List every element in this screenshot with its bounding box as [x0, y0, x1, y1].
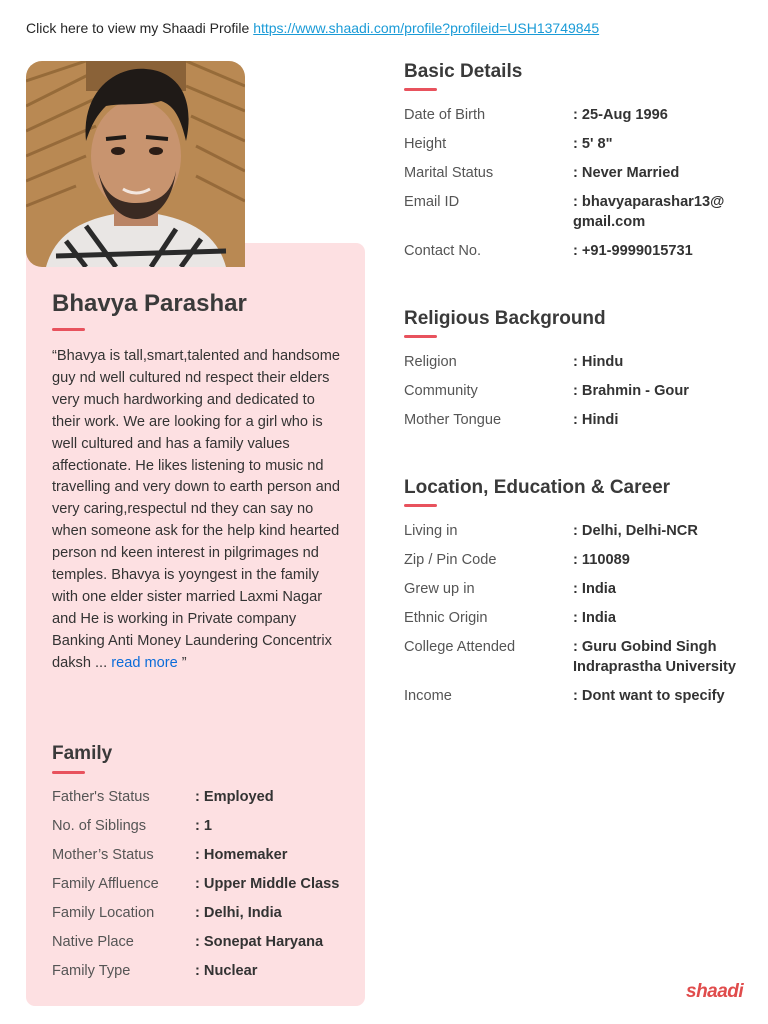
detail-value: : India — [573, 610, 616, 626]
detail-label: Marital Status — [404, 165, 494, 181]
religious-underline — [404, 335, 437, 338]
read-more-link[interactable]: read more — [111, 654, 178, 671]
detail-label: Ethnic Origin — [404, 610, 488, 626]
profile-link-line — [26, 20, 599, 36]
logo-text: shaadi — [686, 981, 744, 1002]
detail-label: Religion — [404, 354, 457, 370]
detail-label: Grew up in — [404, 581, 475, 597]
location-underline — [404, 504, 437, 507]
detail-label: Community — [404, 383, 478, 399]
detail-value: : Delhi, Delhi-NCR — [573, 523, 698, 539]
detail-value: : 110089 — [573, 552, 630, 568]
detail-value: : Hindi — [573, 412, 619, 428]
family-title: Family — [52, 743, 113, 764]
profile-link[interactable]: https://www.shaadi.com/profile?profileid=USH13749845 — [253, 20, 600, 36]
detail-label: Mother Tongue — [404, 412, 502, 428]
family-label: Family Affluence — [52, 876, 159, 892]
detail-value: : Guru Gobind Singh — [573, 639, 717, 655]
detail-value: : 5' 8" — [573, 136, 613, 152]
profile-bio — [52, 346, 344, 675]
family-label: No. of Siblings — [52, 818, 147, 834]
family-value: : 1 — [195, 818, 213, 834]
profile-link-prefix: Click here to view my Shaadi Profile — [26, 20, 250, 36]
detail-value: : +91-9999015731 — [573, 243, 693, 259]
profile-name: Bhavya Parashar — [52, 290, 247, 317]
detail-value: : Never Married — [573, 165, 680, 181]
family-label: Family Type — [52, 963, 131, 979]
detail-value: : India — [573, 581, 616, 597]
name-underline — [52, 328, 85, 331]
family-label: Father's Status — [52, 789, 150, 805]
family-value: : Homemaker — [195, 847, 288, 863]
detail-label: Height — [404, 136, 447, 152]
family-value: : Delhi, India — [195, 905, 282, 921]
detail-value: : 25-Aug 1996 — [573, 107, 668, 123]
family-value: : Sonepat Haryana — [195, 934, 324, 950]
family-label: Family Location — [52, 905, 155, 921]
detail-value: : Brahmin - Gour — [573, 383, 689, 399]
basic-details-underline — [404, 88, 437, 91]
detail-label: Date of Birth — [404, 107, 486, 123]
shaadi-logo — [686, 981, 743, 1003]
detail-value-line2: gmail.com — [573, 214, 646, 230]
family-value: : Nuclear — [195, 963, 258, 979]
detail-value-line2: Indraprastha University — [573, 659, 737, 675]
detail-label: Income — [404, 688, 452, 704]
detail-label: Email ID — [404, 194, 460, 210]
family-label: Mother’s Status — [52, 847, 154, 863]
religious-title: Religious Background — [404, 308, 606, 329]
family-underline — [52, 771, 85, 774]
detail-label: Zip / Pin Code — [404, 552, 497, 568]
bio-text: “Bhavya is tall,smart,talented and handsome guy nd well cultured nd respect their elders very much hardworking and dedicated to their work. We are looking for a girl who is well cultured and has a family values affectionate. He likes listening to music nd travelling and very down to earth person and very caring,respectul nd they can say no when someone ask for the help kind hearted person nd keen interest in pilgrimages nd temples. Bhavya is yoyngest in the family with one elder sister married Laxmi Nagar and He is working in Private company Banking Anti Money Laundering Concentrix daksh ... — [52, 348, 340, 671]
basic-details-title: Basic Details — [404, 61, 523, 82]
family-value: : Upper Middle Class — [195, 876, 340, 892]
bio-closing-quote: ” — [177, 654, 187, 671]
family-label: Native Place — [52, 934, 134, 950]
profile-photo — [26, 61, 245, 267]
detail-value: : Hindu — [573, 354, 624, 370]
detail-value: : bhavyaparashar13@ — [573, 194, 725, 210]
detail-label: College Attended — [404, 639, 516, 655]
family-value: : Employed — [195, 789, 274, 805]
detail-value: : Dont want to specify — [573, 688, 725, 704]
detail-label: Living in — [404, 523, 458, 539]
location-title: Location, Education & Career — [404, 477, 671, 498]
detail-label: Contact No. — [404, 243, 482, 259]
